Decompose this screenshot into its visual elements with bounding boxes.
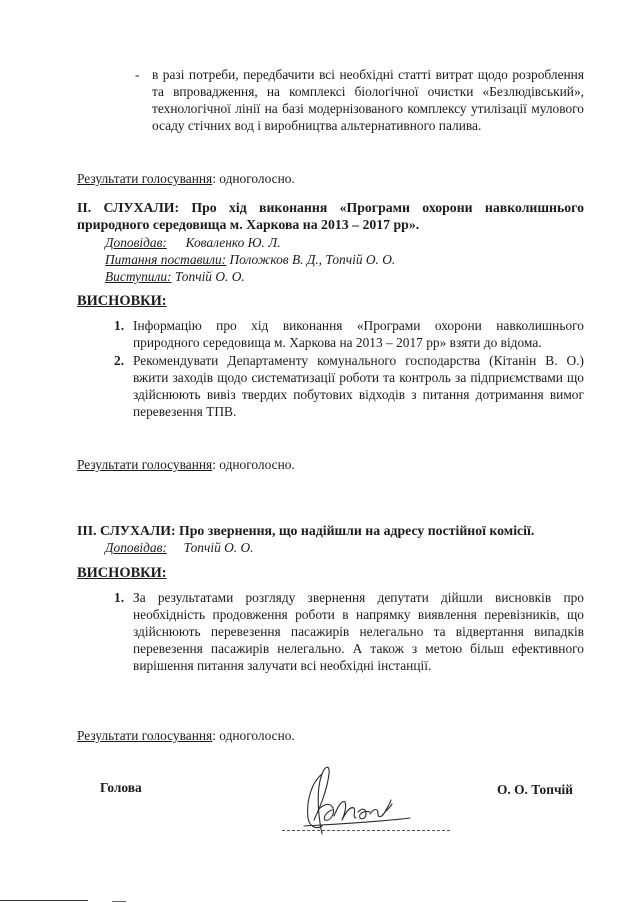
conclusion-number: 2. bbox=[114, 353, 125, 368]
chair-role: Голова bbox=[100, 780, 142, 795]
section-3-heading bbox=[77, 522, 587, 539]
vote-results-1 bbox=[77, 170, 295, 187]
section-2-title: Про хід виконання «Програми охорони навколишнього природного середовища м. Харкова на 2013 – 2017 рр». bbox=[77, 200, 584, 232]
section-3-number: III. bbox=[77, 523, 97, 538]
scan-mark bbox=[0, 900, 88, 901]
section-3-conclusions-list bbox=[114, 589, 584, 674]
section-2-spoke bbox=[105, 268, 245, 285]
section-3-conclusions-heading: ВИСНОВКИ: bbox=[77, 565, 167, 581]
reporter-label: Доповідав: bbox=[105, 235, 167, 250]
conclusion-text: За результатами розгляду звернення депутати дійшли висновків про необхідність продовження роботи в напрямку виявлення перевізників, що здійснюють перевезення пасажирів нелегально та відвертання випадків перевезення пасажирів нелегально. А також з метою більш ефективного вирішення питання залучати всі необхідні інстанції. bbox=[133, 590, 584, 673]
section-3-heard: СЛУХАЛИ: bbox=[100, 523, 176, 538]
section-2-conclusions-list bbox=[114, 317, 584, 420]
vote-results-label: Результати голосування bbox=[77, 728, 213, 743]
section-2-reporter bbox=[105, 234, 281, 251]
vote-results-value: : одноголосно. bbox=[212, 171, 295, 186]
section-2-heard: СЛУХАЛИ: bbox=[103, 200, 180, 215]
questions-label: Питання поставили: bbox=[105, 252, 227, 267]
intro-bullet-text: в разі потреби, передбачити всі необхідні статті витрат щодо розроблення та впровадження, на комплексі біологічної очистки «Безлюдівський», технологічної лінії на базі модернізованого комплексу утилізації мулового осаду стічних вод і виробництва альтернативного палива. bbox=[152, 67, 584, 133]
reporter-name: Топчій О. О. bbox=[183, 540, 254, 555]
section-2-conclusions-heading: ВИСНОВКИ: bbox=[77, 293, 167, 309]
conclusion-item bbox=[114, 589, 584, 674]
vote-results-2 bbox=[77, 456, 295, 473]
section-3-title: Про звернення, що надійшли на адресу постійної комісії. bbox=[179, 523, 535, 538]
spoke-label: Виступили: bbox=[105, 269, 172, 284]
section-2-number: II. bbox=[77, 200, 92, 215]
conclusion-text: Інформацію про хід виконання «Програми охорони навколишнього природного середовища м. Харкова на 2013 – 2017 рр» взяти до відома. bbox=[133, 318, 584, 350]
section-3-reporter bbox=[105, 539, 254, 556]
vote-results-value: : одноголосно. bbox=[212, 457, 295, 472]
vote-results-value: : одноголосно. bbox=[212, 728, 295, 743]
chair-name: О. О. Топчій bbox=[497, 782, 573, 797]
vote-results-label: Результати голосування bbox=[77, 171, 213, 186]
conclusion-text: Рекомендувати Департаменту комунального господарства (Кітанін В. О.) вжити заходів щодо систематизації роботи та контроль за підприємствами що здійснюють вивіз твердих побутових відходів з питання дотримання вимог перевезення ТПВ. bbox=[133, 353, 584, 419]
reporter-name: Коваленко Ю. Л. bbox=[185, 235, 281, 250]
vote-results-3 bbox=[77, 727, 295, 744]
reporter-label: Доповідав: bbox=[105, 540, 167, 555]
vote-results-label: Результати голосування bbox=[77, 457, 213, 472]
conclusion-item bbox=[114, 317, 584, 351]
section-2-heading bbox=[77, 199, 584, 233]
signature-line bbox=[282, 830, 450, 831]
intro-bullet-marker: - bbox=[135, 67, 140, 82]
conclusion-item bbox=[114, 352, 584, 420]
conclusion-number: 1. bbox=[114, 590, 125, 605]
conclusion-number: 1. bbox=[114, 318, 125, 333]
section-2-questions bbox=[105, 251, 395, 268]
spoke-names: Топчій О. О. bbox=[174, 269, 245, 284]
scan-mark bbox=[112, 901, 126, 902]
questions-names: Положков В. Д., Топчій О. О. bbox=[229, 252, 396, 267]
